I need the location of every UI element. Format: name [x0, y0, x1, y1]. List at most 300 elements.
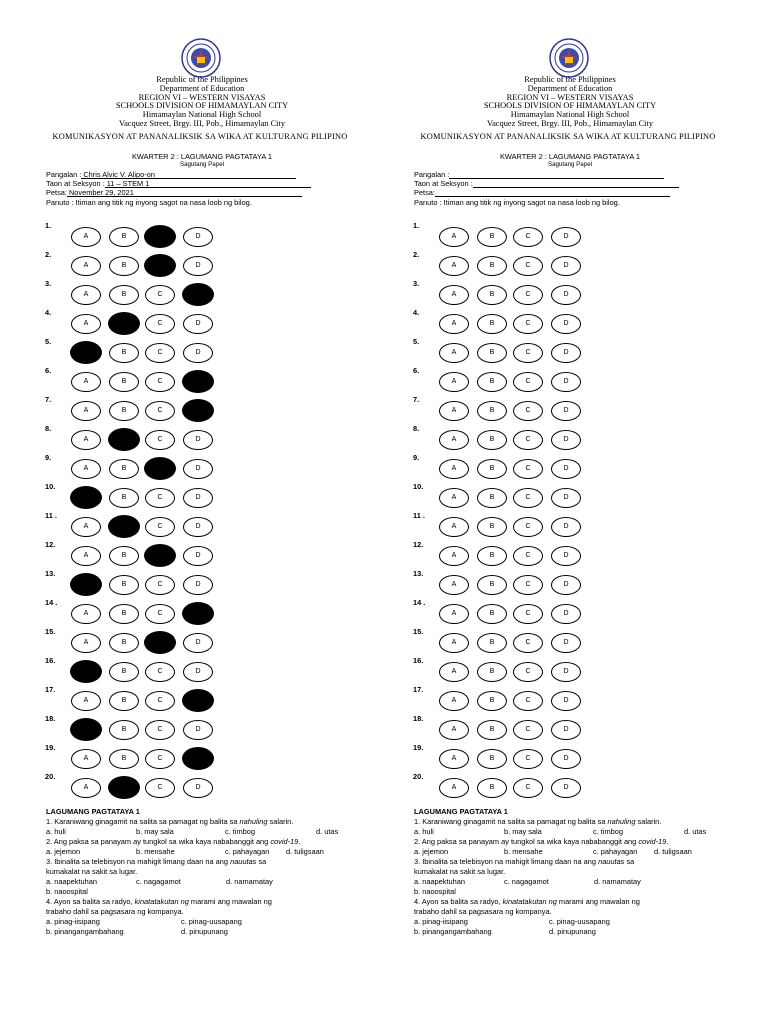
- answer-bubble[interactable]: A: [439, 488, 469, 508]
- answer-bubble[interactable]: D: [551, 633, 581, 653]
- question-number: 2.: [413, 250, 420, 259]
- question-4: [414, 897, 640, 906]
- answer-bubble[interactable]: B: [477, 372, 507, 392]
- answer-bubble[interactable]: A: [71, 314, 101, 334]
- q1-option-d: d. utas: [316, 827, 339, 836]
- question-4: [46, 897, 272, 906]
- question-number: 3.: [413, 279, 420, 288]
- q2-option-a: a. jejemon: [46, 847, 81, 856]
- question-3: [46, 857, 266, 866]
- question-1-text: 1. Karaniwang ginagamit na salita sa pamagat ng balita sa: [414, 817, 608, 826]
- question-number: 5.: [413, 337, 420, 346]
- taon-value: [473, 179, 679, 188]
- q4-option-a: a. pinag-iisipang: [46, 917, 100, 926]
- answer-bubble-filled[interactable]: A: [70, 486, 102, 509]
- division-line: SCHOOLS DIVISION OF HIMAMAYLAN CITY: [483, 101, 657, 110]
- answer-bubble[interactable]: A: [71, 691, 101, 711]
- answer-bubble-filled[interactable]: C: [144, 225, 176, 248]
- answer-bubble[interactable]: B: [109, 401, 139, 421]
- answer-bubble[interactable]: A: [439, 691, 469, 711]
- answer-bubble[interactable]: D: [551, 285, 581, 305]
- q3-option-d: d. namamatay: [594, 877, 641, 886]
- question-number: 4.: [45, 308, 52, 317]
- answer-bubble[interactable]: B: [477, 720, 507, 740]
- question-number: 17.: [45, 685, 56, 694]
- question-1: [414, 817, 661, 826]
- question-number: 14 .: [413, 598, 426, 607]
- answer-bubble[interactable]: C: [145, 314, 175, 334]
- q1-option-d: d. utas: [684, 827, 707, 836]
- answer-bubble[interactable]: D: [551, 691, 581, 711]
- answer-bubble[interactable]: A: [439, 778, 469, 798]
- question-3-text-end: sa: [256, 857, 267, 866]
- department-line: Department of Education: [527, 84, 613, 93]
- region-line: REGION VI – WESTERN VISAYAS: [506, 93, 634, 102]
- answer-bubble-filled[interactable]: C: [144, 457, 176, 480]
- answer-bubble[interactable]: B: [477, 401, 507, 421]
- answer-bubble[interactable]: B: [477, 459, 507, 479]
- petsa-value: [435, 188, 670, 197]
- pangalan-value: Chris Alvic V. Alipo-on: [81, 170, 296, 179]
- answer-bubble[interactable]: D: [551, 227, 581, 247]
- answer-bubble[interactable]: C: [513, 633, 543, 653]
- question-number: 19.: [413, 743, 424, 752]
- subject-title: KOMUNIKASYON AT PANANALIKSIK SA WIKA AT KULTURANG PILIPINO: [52, 132, 348, 141]
- answer-bubble[interactable]: C: [145, 488, 175, 508]
- answer-bubble[interactable]: A: [439, 749, 469, 769]
- answer-bubble[interactable]: D: [183, 662, 213, 682]
- answer-bubble[interactable]: D: [183, 517, 213, 537]
- question-number: 12.: [45, 540, 56, 549]
- answer-bubble[interactable]: C: [513, 459, 543, 479]
- question-number: 11 .: [45, 511, 57, 520]
- answer-bubble[interactable]: A: [71, 546, 101, 566]
- answer-bubble[interactable]: A: [439, 633, 469, 653]
- answer-bubble[interactable]: D: [551, 401, 581, 421]
- question-4-text: 4. Ayon sa balita sa radyo,: [46, 897, 135, 906]
- answer-bubble[interactable]: C: [145, 430, 175, 450]
- question-1-italic: nahuling: [239, 817, 268, 826]
- q1-option-b: b. may sala: [504, 827, 542, 836]
- question-1-text-end: salarin.: [635, 817, 662, 826]
- answer-bubble[interactable]: B: [477, 691, 507, 711]
- division-line: SCHOOLS DIVISION OF HIMAMAYLAN CITY: [115, 101, 289, 110]
- answer-bubble[interactable]: B: [477, 285, 507, 305]
- q4-option-d: d. pinupunang: [549, 927, 596, 936]
- answer-bubble[interactable]: C: [513, 604, 543, 624]
- q2-option-c: c. pahayagan: [225, 847, 270, 856]
- answer-bubble[interactable]: A: [71, 517, 101, 537]
- answer-bubble[interactable]: B: [477, 604, 507, 624]
- question-number: 13.: [413, 569, 424, 578]
- question-number: 9.: [413, 453, 420, 462]
- question-number: 13.: [45, 569, 56, 578]
- pangalan-label: Pangalan :: [46, 170, 82, 179]
- answer-bubble[interactable]: A: [439, 517, 469, 537]
- answer-bubble[interactable]: D: [183, 488, 213, 508]
- answer-bubble[interactable]: D: [551, 430, 581, 450]
- question-3: [414, 857, 634, 866]
- answer-bubble[interactable]: A: [71, 633, 101, 653]
- question-number: 5.: [45, 337, 52, 346]
- answer-bubble[interactable]: D: [183, 633, 213, 653]
- answer-bubble[interactable]: D: [183, 546, 213, 566]
- answer-bubble[interactable]: D: [183, 720, 213, 740]
- answer-bubble-filled[interactable]: C: [144, 544, 176, 567]
- taon-value: 11 – STEM 1: [105, 179, 311, 188]
- petsa-label: Petsa:: [414, 188, 435, 197]
- question-number: 16.: [45, 656, 56, 665]
- answer-bubble[interactable]: A: [439, 459, 469, 479]
- answer-bubble[interactable]: A: [71, 227, 101, 247]
- answer-bubble[interactable]: A: [71, 401, 101, 421]
- answer-bubble[interactable]: B: [477, 546, 507, 566]
- answer-bubble[interactable]: D: [551, 749, 581, 769]
- answer-bubble[interactable]: A: [439, 285, 469, 305]
- answer-bubble[interactable]: B: [477, 430, 507, 450]
- question-1: [46, 817, 293, 826]
- question-2-italic: covid-19: [270, 837, 299, 846]
- q3-option-c: c. nagagamot: [504, 877, 549, 886]
- answer-bubble[interactable]: B: [477, 343, 507, 363]
- q4-option-b: b. pinangangambahang: [414, 927, 492, 936]
- deped-seal-icon: [549, 38, 589, 78]
- republic-line: Republic of the Philippines: [156, 75, 248, 84]
- petsa-value: November 29, 2021: [67, 188, 302, 197]
- q4-option-d: d. pinupunang: [181, 927, 228, 936]
- answer-bubble[interactable]: C: [513, 662, 543, 682]
- answer-bubble[interactable]: B: [477, 575, 507, 595]
- question-4-text-end: marami ang mawalan ng: [188, 897, 272, 906]
- answer-bubble[interactable]: A: [439, 720, 469, 740]
- answer-bubble[interactable]: A: [439, 662, 469, 682]
- answer-bubble[interactable]: D: [183, 343, 213, 363]
- kwarter-label: KWARTER 2 : LAGUMANG PAGTATAYA 1: [131, 152, 273, 161]
- answer-bubble-filled[interactable]: A: [70, 718, 102, 741]
- taon-field: [46, 179, 311, 188]
- question-number: 20.: [45, 772, 56, 781]
- question-4-italic: kinatatakutan ng: [502, 897, 557, 906]
- address-line: Vacquez Street, Brgy. III, Pob., Himamaylan City: [486, 119, 654, 128]
- answer-bubble[interactable]: D: [551, 720, 581, 740]
- q1-option-b: b. may sala: [136, 827, 174, 836]
- answer-bubble[interactable]: C: [145, 575, 175, 595]
- panuto-instruction: Panuto : Itiman ang titik ng inyong sagot na nasa loob ng bilog.: [414, 198, 620, 207]
- answer-bubble[interactable]: A: [439, 372, 469, 392]
- answer-bubble[interactable]: D: [551, 459, 581, 479]
- answer-bubble-filled[interactable]: C: [144, 254, 176, 277]
- answer-bubble[interactable]: C: [145, 720, 175, 740]
- question-number: 16.: [413, 656, 424, 665]
- answer-bubble[interactable]: B: [109, 575, 139, 595]
- answer-bubble-filled[interactable]: D: [182, 602, 214, 625]
- petsa-field: [46, 188, 302, 197]
- answer-bubble[interactable]: B: [477, 662, 507, 682]
- question-3-italic: nauutas: [598, 857, 625, 866]
- question-4-line2: trabaho dahil sa pagsasara ng kompanya.: [46, 907, 184, 916]
- question-number: 20.: [413, 772, 424, 781]
- answer-bubble[interactable]: D: [551, 546, 581, 566]
- answer-bubble[interactable]: C: [513, 720, 543, 740]
- q2-option-d: d. tuligsaan: [286, 847, 324, 856]
- answer-bubble-filled[interactable]: A: [70, 573, 102, 596]
- question-number: 10.: [413, 482, 424, 491]
- answer-bubble[interactable]: D: [183, 430, 213, 450]
- address-line: Vacquez Street, Brgy. III, Pob., Himamaylan City: [118, 119, 286, 128]
- answer-bubble[interactable]: D: [183, 314, 213, 334]
- question-3-line2: kumakalat na sakit sa lugar.: [46, 867, 138, 876]
- q2-option-b: b. mensahe: [504, 847, 543, 856]
- answer-bubble[interactable]: B: [109, 720, 139, 740]
- answer-bubble[interactable]: B: [477, 778, 507, 798]
- answer-bubble[interactable]: B: [109, 662, 139, 682]
- question-3-line2: kumakalat na sakit sa lugar.: [414, 867, 506, 876]
- answer-bubble[interactable]: D: [183, 256, 213, 276]
- question-number: 4.: [413, 308, 420, 317]
- answer-bubble[interactable]: A: [439, 604, 469, 624]
- question-2-text-end: .: [666, 837, 669, 846]
- answer-bubble-filled[interactable]: C: [144, 631, 176, 654]
- question-number: 15.: [45, 627, 56, 636]
- answer-bubble[interactable]: D: [183, 459, 213, 479]
- q1-option-a: a. huli: [46, 827, 66, 836]
- answer-bubble[interactable]: D: [551, 314, 581, 334]
- answer-bubble[interactable]: A: [439, 256, 469, 276]
- answer-bubble[interactable]: A: [439, 430, 469, 450]
- answer-bubble-filled[interactable]: D: [182, 370, 214, 393]
- question-3-italic: nauutas: [230, 857, 257, 866]
- answer-bubble[interactable]: D: [551, 778, 581, 798]
- q2-option-d: d. tuligsaan: [654, 847, 692, 856]
- q4-option-c: c. pinag-uusapang: [549, 917, 610, 926]
- answer-bubble[interactable]: D: [551, 343, 581, 363]
- answer-bubble-filled[interactable]: D: [182, 747, 214, 770]
- answer-bubble[interactable]: B: [477, 517, 507, 537]
- answer-bubble[interactable]: B: [477, 256, 507, 276]
- answer-bubble[interactable]: C: [145, 517, 175, 537]
- question-number: 3.: [45, 279, 52, 288]
- q4-option-c: c. pinag-uusapang: [181, 917, 242, 926]
- q1-option-c: c. timbog: [593, 827, 623, 836]
- q4-option-a: a. pinag-iisipang: [414, 917, 468, 926]
- answer-bubble[interactable]: A: [71, 430, 101, 450]
- petsa-field: [414, 188, 670, 197]
- question-number: 19.: [45, 743, 56, 752]
- answer-bubble[interactable]: C: [145, 778, 175, 798]
- answer-bubble[interactable]: C: [513, 488, 543, 508]
- answer-bubble[interactable]: B: [477, 227, 507, 247]
- answer-bubble[interactable]: C: [513, 285, 543, 305]
- answer-bubble[interactable]: C: [145, 285, 175, 305]
- lagumang-title: LAGUMANG PAGTATAYA 1: [414, 807, 508, 816]
- answer-bubble[interactable]: B: [109, 459, 139, 479]
- answer-bubble[interactable]: A: [71, 604, 101, 624]
- question-number: 18.: [413, 714, 424, 723]
- question-number: 1.: [45, 221, 52, 230]
- question-2-text: 2. Ang paksa sa panayam ay tungkol sa wika kaya nababanggit ang: [46, 837, 271, 846]
- answer-bubble[interactable]: C: [513, 430, 543, 450]
- question-number: 7.: [413, 395, 420, 404]
- q3-option-c: c. nagagamot: [136, 877, 181, 886]
- answer-bubble[interactable]: A: [71, 256, 101, 276]
- answer-bubble-filled[interactable]: D: [182, 689, 214, 712]
- answer-bubble[interactable]: A: [71, 372, 101, 392]
- answer-bubble[interactable]: B: [109, 546, 139, 566]
- answer-bubble[interactable]: C: [145, 372, 175, 392]
- panuto-instruction: Panuto : Itiman ang titik ng inyong sagot na nasa loob ng bilog.: [46, 198, 252, 207]
- answer-bubble[interactable]: C: [513, 256, 543, 276]
- answer-bubble-filled[interactable]: A: [70, 341, 102, 364]
- answer-bubble[interactable]: A: [71, 285, 101, 305]
- question-number: 15.: [413, 627, 424, 636]
- answer-bubble[interactable]: B: [109, 691, 139, 711]
- answer-bubble[interactable]: C: [513, 749, 543, 769]
- answer-bubble[interactable]: A: [439, 575, 469, 595]
- answer-bubble[interactable]: C: [145, 691, 175, 711]
- answer-bubble[interactable]: C: [145, 604, 175, 624]
- question-4-text: 4. Ayon sa balita sa radyo,: [414, 897, 503, 906]
- q3-option-d: d. namamatay: [226, 877, 273, 886]
- question-4-line2: trabaho dahil sa pagsasara ng kompanya.: [414, 907, 552, 916]
- question-number: 18.: [45, 714, 56, 723]
- question-number: 7.: [45, 395, 52, 404]
- answer-bubble[interactable]: B: [109, 343, 139, 363]
- answer-bubble[interactable]: C: [145, 401, 175, 421]
- answer-bubble[interactable]: B: [109, 604, 139, 624]
- answer-bubble[interactable]: C: [513, 372, 543, 392]
- lagumang-title: LAGUMANG PAGTATAYA 1: [46, 807, 140, 816]
- q3-option-b: b. naoospital: [414, 887, 456, 896]
- answer-bubble[interactable]: B: [109, 227, 139, 247]
- answer-bubble[interactable]: C: [513, 314, 543, 334]
- answer-bubble[interactable]: C: [513, 546, 543, 566]
- answer-bubble[interactable]: C: [513, 401, 543, 421]
- question-2-italic: covid-19: [638, 837, 667, 846]
- answer-bubble[interactable]: A: [439, 343, 469, 363]
- taon-label: Taon at Seksyon :: [414, 179, 473, 188]
- answer-bubble[interactable]: B: [477, 314, 507, 334]
- answer-bubble[interactable]: C: [145, 343, 175, 363]
- taon-field: [414, 179, 679, 188]
- answer-bubble-filled[interactable]: D: [182, 283, 214, 306]
- answer-bubble[interactable]: A: [439, 227, 469, 247]
- answer-bubble[interactable]: B: [109, 372, 139, 392]
- question-number: 9.: [45, 453, 52, 462]
- answer-bubble-filled[interactable]: D: [182, 399, 214, 422]
- q3-option-b: b. naoospital: [46, 887, 88, 896]
- q2-option-b: b. mensahe: [136, 847, 175, 856]
- pangalan-field: [414, 170, 664, 179]
- pangalan-label: Pangalan :: [414, 170, 450, 179]
- question-2-text-end: .: [298, 837, 301, 846]
- question-4-text-end: marami ang mawalan ng: [556, 897, 640, 906]
- question-2: [46, 837, 300, 846]
- question-number: 1.: [413, 221, 420, 230]
- answer-bubble[interactable]: C: [513, 778, 543, 798]
- answer-bubble[interactable]: A: [71, 459, 101, 479]
- answer-bubble[interactable]: B: [109, 633, 139, 653]
- subject-title: KOMUNIKASYON AT PANANALIKSIK SA WIKA AT KULTURANG PILIPINO: [420, 132, 716, 141]
- answer-bubble[interactable]: D: [183, 575, 213, 595]
- answer-bubble[interactable]: A: [439, 546, 469, 566]
- q1-option-a: a. huli: [414, 827, 434, 836]
- department-line: Department of Education: [159, 84, 245, 93]
- answer-bubble[interactable]: C: [513, 227, 543, 247]
- question-1-italic: nahuling: [607, 817, 636, 826]
- question-3-text: 3. Ibinalita sa telebisyon na mahigit limang daan na ang: [46, 857, 231, 866]
- answer-bubble[interactable]: B: [109, 749, 139, 769]
- answer-bubble[interactable]: D: [551, 488, 581, 508]
- q4-option-b: b. pinangangambahang: [46, 927, 124, 936]
- answer-bubble[interactable]: D: [551, 517, 581, 537]
- question-4-italic: kinatatakutan ng: [134, 897, 189, 906]
- answer-bubble[interactable]: C: [145, 749, 175, 769]
- question-1-text-end: salarin.: [267, 817, 294, 826]
- answer-bubble[interactable]: C: [513, 343, 543, 363]
- question-number: 14 .: [45, 598, 58, 607]
- answer-bubble[interactable]: A: [71, 749, 101, 769]
- school-line: Himamaylan National High School: [142, 110, 262, 119]
- question-number: 10.: [45, 482, 56, 491]
- republic-line: Republic of the Philippines: [524, 75, 616, 84]
- q3-option-a: a. naapektuhan: [414, 877, 465, 886]
- answer-bubble[interactable]: B: [109, 256, 139, 276]
- q2-option-a: a. jejemon: [414, 847, 449, 856]
- answer-bubble[interactable]: D: [183, 778, 213, 798]
- answer-bubble[interactable]: D: [551, 256, 581, 276]
- question-3-text-end: sa: [624, 857, 635, 866]
- answer-bubble[interactable]: B: [109, 488, 139, 508]
- petsa-label: Petsa:: [46, 188, 67, 197]
- sagutang-label: Sagutang Papel: [179, 161, 225, 168]
- region-line: REGION VI – WESTERN VISAYAS: [138, 93, 266, 102]
- answer-bubble[interactable]: A: [71, 778, 101, 798]
- question-number: 12.: [413, 540, 424, 549]
- question-number: 6.: [45, 366, 52, 375]
- answer-bubble[interactable]: D: [183, 227, 213, 247]
- answer-bubble-filled[interactable]: B: [108, 776, 140, 799]
- answer-bubble[interactable]: A: [439, 401, 469, 421]
- answer-bubble[interactable]: B: [477, 488, 507, 508]
- answer-sheet-blank: [368, 0, 752, 1024]
- answer-bubble[interactable]: B: [477, 749, 507, 769]
- answer-bubble[interactable]: D: [551, 372, 581, 392]
- answer-bubble-filled[interactable]: B: [108, 428, 140, 451]
- answer-bubble-filled[interactable]: B: [108, 312, 140, 335]
- pangalan-value: [449, 170, 664, 179]
- answer-bubble[interactable]: C: [513, 517, 543, 537]
- q3-option-a: a. naapektuhan: [46, 877, 97, 886]
- answer-bubble-filled[interactable]: A: [70, 660, 102, 683]
- answer-bubble[interactable]: A: [439, 314, 469, 334]
- answer-bubble[interactable]: C: [513, 575, 543, 595]
- q2-option-c: c. pahayagan: [593, 847, 638, 856]
- question-2: [414, 837, 668, 846]
- question-number: 11 .: [413, 511, 425, 520]
- answer-bubble[interactable]: D: [551, 604, 581, 624]
- deped-seal-icon: [181, 38, 221, 78]
- answer-bubble[interactable]: D: [551, 662, 581, 682]
- answer-bubble[interactable]: B: [109, 285, 139, 305]
- answer-bubble-filled[interactable]: B: [108, 515, 140, 538]
- answer-bubble[interactable]: D: [551, 575, 581, 595]
- answer-bubble[interactable]: C: [513, 691, 543, 711]
- answer-bubble[interactable]: C: [145, 662, 175, 682]
- question-2-text: 2. Ang paksa sa panayam ay tungkol sa wika kaya nababanggit ang: [414, 837, 639, 846]
- pangalan-field: [46, 170, 296, 179]
- question-number: 17.: [413, 685, 424, 694]
- answer-bubble[interactable]: B: [477, 633, 507, 653]
